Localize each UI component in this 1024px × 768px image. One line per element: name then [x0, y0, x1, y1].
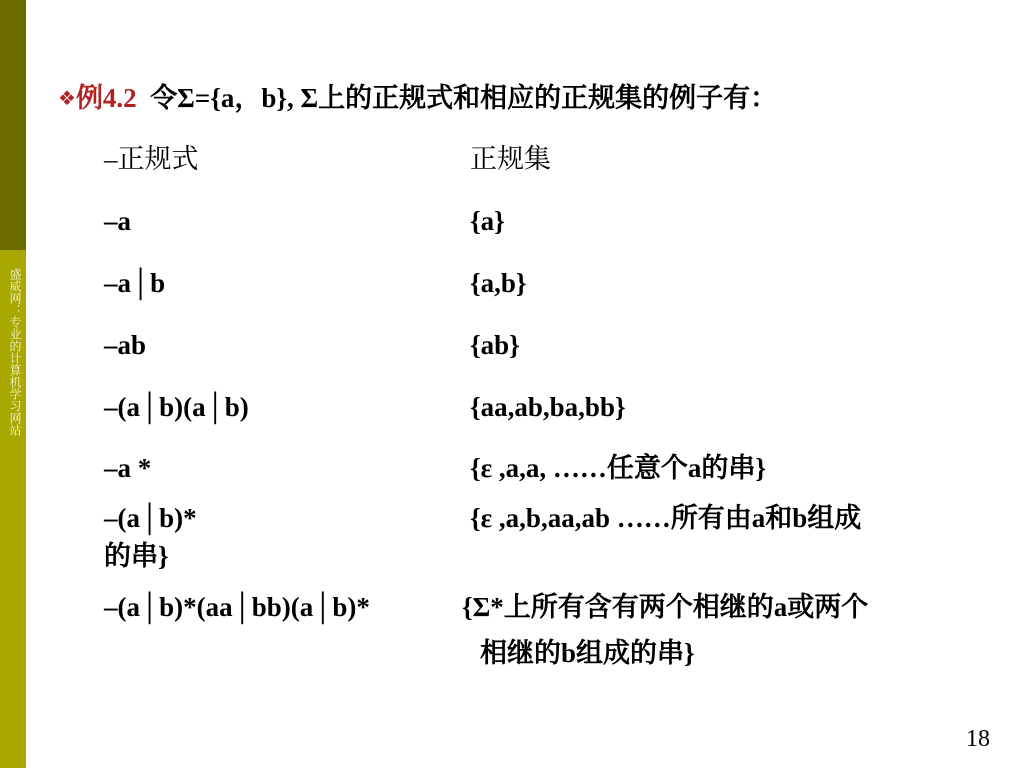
row-set: {Σ*上所有含有两个相继的a或两个: [462, 592, 869, 622]
sidebar-dark-strip: [0, 0, 26, 250]
row-expr: –a: [104, 206, 131, 236]
row-expr: –a *: [104, 453, 152, 483]
title-text: 令Σ={a，b}, Σ上的正规式和相应的正规集的例子有：: [150, 83, 778, 113]
page-number: 18: [966, 726, 990, 752]
sidebar: [0, 0, 26, 768]
header-regular-set: 正规集: [470, 144, 551, 174]
sidebar-text: 盛威网：专业的计算机学习网站: [8, 268, 22, 436]
row-expr: –ab: [104, 330, 147, 360]
example-label: 例4.2: [75, 83, 137, 113]
row-set-continuation: 相继的b组成的串}: [480, 638, 695, 668]
row-set: {aa,ab,ba,bb}: [470, 392, 626, 422]
row-expr: –(a│b)(a│b): [104, 392, 249, 422]
row-set: {a}: [470, 206, 505, 236]
row-set: {ab}: [470, 330, 520, 360]
row-set: {ε ,a,a, ……任意个a的串}: [470, 453, 767, 483]
diamond-bullet-icon: ❖: [58, 86, 76, 110]
row-set-continuation: 的串}: [104, 541, 169, 571]
row-expr: –(a│b)*: [104, 503, 197, 533]
row-expr: –(a│b)*(aa│bb)(a│b)*: [104, 592, 370, 622]
row-set: {a,b}: [470, 268, 527, 298]
row-expr: –a│b: [104, 268, 166, 298]
slide-title: [58, 82, 777, 114]
row-set: {ε ,a,b,aa,ab ……所有由a和b组成: [470, 503, 862, 533]
header-regular-expression: –正规式: [104, 144, 199, 174]
